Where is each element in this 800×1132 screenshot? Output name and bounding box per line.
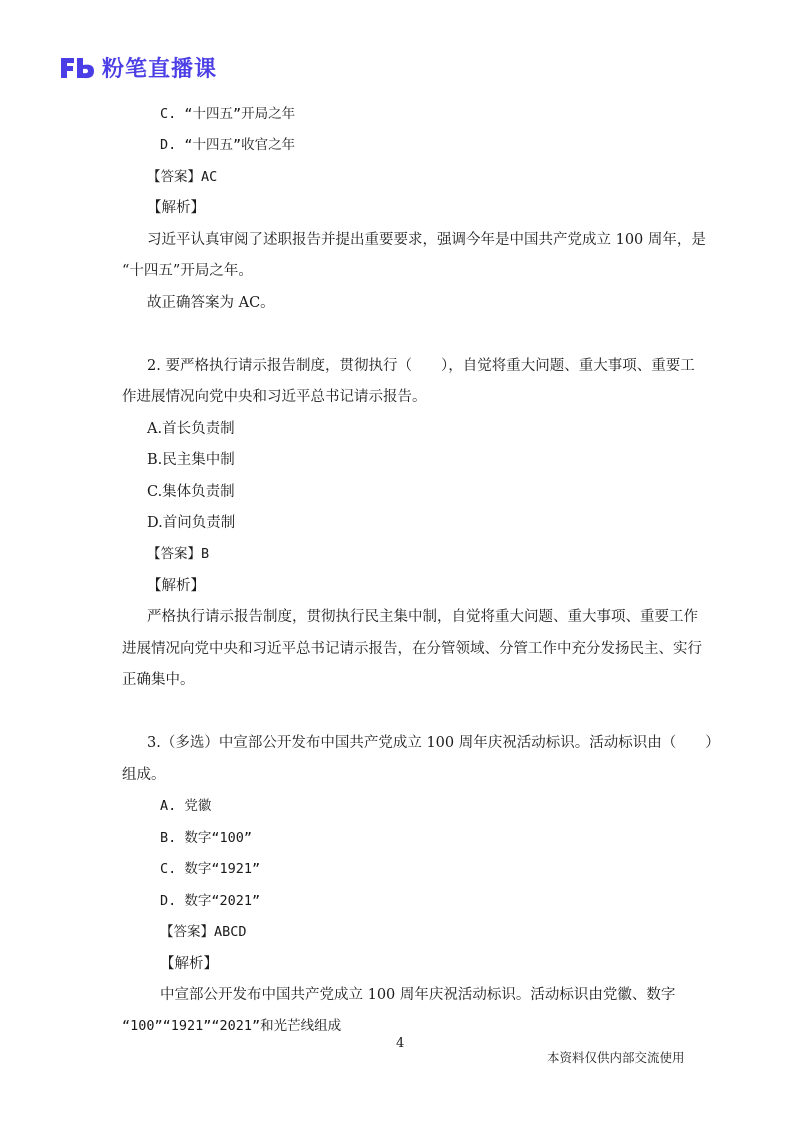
q2-analysis-line1: 严格执行请示报告制度，贯彻执行民主集中制，自觉将重大问题、重大事项、重要工作: [147, 609, 698, 625]
q2-analysis-label: 【解析】: [147, 578, 205, 594]
q3-stem-line2: 组成。: [122, 767, 166, 783]
q3-option-b: B. 数字“100”: [160, 830, 253, 846]
q3-analysis-line2: “100”“1921”“2021”和光芒线组成: [122, 1018, 342, 1034]
q1-analysis-label: 【解析】: [147, 200, 205, 216]
q3-answer: 【答案】ABCD: [160, 924, 247, 940]
q3-stem-line1: 3.（多选）中宣部公开发布中国共产党成立 100 周年庆祝活动标识。活动标识由（ ）: [147, 735, 720, 751]
q2-answer: 【答案】B: [147, 546, 210, 562]
q3-option-a: A. 党徽: [160, 798, 212, 814]
q3-option-c: C. 数字“1921”: [160, 861, 261, 877]
q1-option-c: C. “十四五”开局之年: [160, 106, 296, 122]
brand-logo: [58, 52, 217, 83]
q3-analysis-label: 【解析】: [160, 956, 218, 972]
q2-option-b: B.民主集中制: [147, 452, 235, 468]
q1-analysis-line2: “十四五”开局之年。: [122, 263, 253, 279]
q1-analysis-line1: 习近平认真审阅了述职报告并提出重要要求，强调今年是中国共产党成立 100 周年，是: [147, 232, 706, 248]
q1-conclusion: 故正确答案为 AC。: [147, 295, 275, 311]
page-number: 4: [396, 1036, 405, 1051]
brand-name: 粉笔直播课: [102, 57, 218, 82]
q2-analysis-line2: 进展情况向党中央和习近平总书记请示报告，在分管领域、分管工作中充分发扬民主、实行: [122, 641, 702, 657]
q2-option-d: D.首问负责制: [147, 515, 236, 531]
q1-option-d: D. “十四五”收官之年: [160, 137, 296, 153]
q2-option-c: C.集体负责制: [147, 484, 235, 500]
q3-option-d: D. 数字“2021”: [160, 893, 261, 909]
q2-stem-line2: 作进展情况向党中央和习近平总书记请示报告。: [122, 389, 427, 405]
q2-option-a: A.首长负责制: [147, 421, 235, 437]
q3-analysis-line1: 中宣部公开发布中国共产党成立 100 周年庆祝活动标识。活动标识由党徽、数字: [160, 987, 676, 1003]
q1-answer: 【答案】AC: [147, 169, 218, 185]
fb-logo-icon: [58, 55, 96, 81]
q2-stem-line1: 2. 要严格执行请示报告制度，贯彻执行（ ），自觉将重大问题、重大事项、重要工: [147, 358, 695, 374]
q2-analysis-line3: 正确集中。: [122, 672, 195, 688]
footer-note: 本资料仅供内部交流使用: [547, 1050, 685, 1065]
